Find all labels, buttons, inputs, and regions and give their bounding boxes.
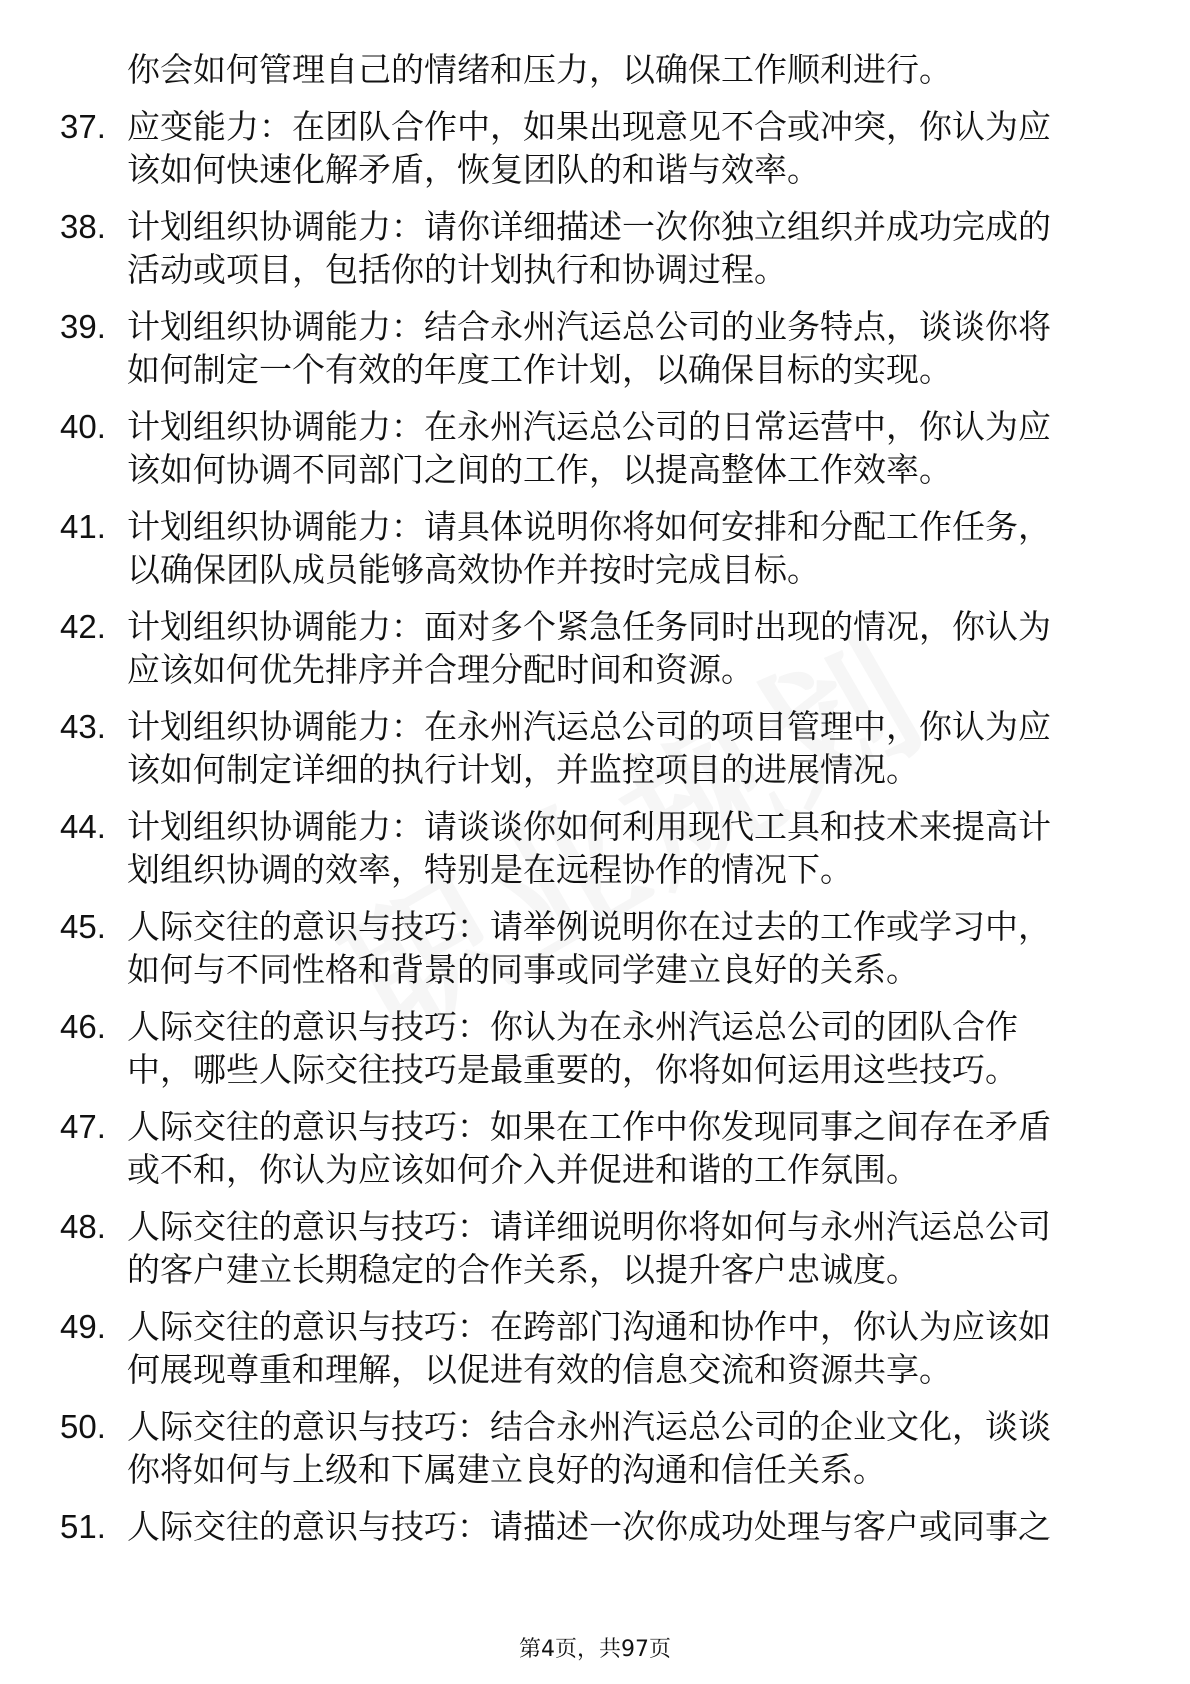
page-footer: 第4页，共97页 <box>519 1637 671 1662</box>
question-text-line: 应变能力：在团队合作中，如果出现意见不合或冲突，你认为应 <box>127 107 1051 146</box>
question-text-line: 计划组织协调能力：请你详细描述一次你独立组织并成功完成的 <box>127 207 1051 246</box>
question-text-line: 人际交往的意识与技巧：在跨部门沟通和协作中，你认为应该如 <box>127 1307 1051 1346</box>
question-number: 41. <box>60 508 106 545</box>
question-text-line: 如何与不同性格和背景的同事或同学建立良好的关系。 <box>127 950 919 989</box>
question-number: 49. <box>60 1308 106 1345</box>
question-text-line: 计划组织协调能力：在永州汽运总公司的项目管理中，你认为应 <box>127 707 1051 746</box>
question-text-line: 应该如何优先排序并合理分配时间和资源。 <box>127 650 754 689</box>
question-text-line: 该如何协调不同部门之间的工作，以提高整体工作效率。 <box>127 450 952 489</box>
question-number: 37. <box>60 108 106 145</box>
question-number: 46. <box>60 1008 106 1045</box>
question-text-line: 该如何快速化解矛盾，恢复团队的和谐与效率。 <box>127 150 820 189</box>
question-item <box>60 605 1120 691</box>
question-text-line: 人际交往的意识与技巧：请详细说明你将如何与永州汽运总公司 <box>127 1207 1051 1246</box>
question-number: 44. <box>60 808 106 845</box>
question-text-line: 人际交往的意识与技巧：请举例说明你在过去的工作或学习中， <box>127 907 1051 946</box>
question-number: 40. <box>60 408 106 445</box>
question-number: 51. <box>60 1508 106 1545</box>
question-number: 45. <box>60 908 106 945</box>
question-item <box>60 505 1120 591</box>
question-number: 47. <box>60 1108 106 1145</box>
question-text-line: 该如何制定详细的执行计划，并监控项目的进展情况。 <box>127 750 919 789</box>
question-number: 50. <box>60 1408 106 1445</box>
question-text-line: 人际交往的意识与技巧：如果在工作中你发现同事之间存在矛盾 <box>127 1107 1051 1146</box>
question-number: 38. <box>60 208 106 245</box>
question-text-line: 你将如何与上级和下属建立良好的沟通和信任关系。 <box>127 1450 886 1489</box>
question-number: 42. <box>60 608 106 645</box>
question-text-line: 计划组织协调能力：请谈谈你如何利用现代工具和技术来提高计 <box>127 807 1051 846</box>
question-text-line: 人际交往的意识与技巧：结合永州汽运总公司的企业文化，谈谈 <box>127 1407 1051 1446</box>
question-text-line: 人际交往的意识与技巧：请描述一次你成功处理与客户或同事之 <box>127 1507 1051 1546</box>
question-text-line: 计划组织协调能力：请具体说明你将如何安排和分配工作任务， <box>127 507 1051 546</box>
question-text-line: 如何制定一个有效的年度工作计划，以确保目标的实现。 <box>127 350 952 389</box>
question-text-line: 的客户建立长期稳定的合作关系，以提升客户忠诚度。 <box>127 1250 919 1289</box>
question-list <box>60 48 1120 1562</box>
question-item <box>60 105 1120 191</box>
continuation-line: 你会如何管理自己的情绪和压力，以确保工作顺利进行。 <box>127 50 952 89</box>
question-number: 39. <box>60 308 106 345</box>
question-item <box>60 1405 1120 1491</box>
question-item <box>60 805 1120 891</box>
question-item <box>60 205 1120 291</box>
question-text-line: 人际交往的意识与技巧：你认为在永州汽运总公司的团队合作 <box>127 1007 1018 1046</box>
question-item <box>60 1105 1120 1191</box>
question-item <box>60 1305 1120 1391</box>
question-item <box>60 705 1120 791</box>
question-text-line: 以确保团队成员能够高效协作并按时完成目标。 <box>127 550 820 589</box>
question-text-line: 中，哪些人际交往技巧是最重要的，你将如何运用这些技巧。 <box>127 1050 1018 1089</box>
question-text-line: 划组织协调的效率，特别是在远程协作的情况下。 <box>127 850 853 889</box>
question-text-line: 活动或项目，包括你的计划执行和协调过程。 <box>127 250 787 289</box>
question-item <box>60 1205 1120 1291</box>
question-number: 43. <box>60 708 106 745</box>
question-text-line: 计划组织协调能力：在永州汽运总公司的日常运营中，你认为应 <box>127 407 1051 446</box>
question-item <box>60 1505 1120 1548</box>
question-text-line: 或不和，你认为应该如何介入并促进和谐的工作氛围。 <box>127 1150 919 1189</box>
question-text-line: 计划组织协调能力：结合永州汽运总公司的业务特点，谈谈你将 <box>127 307 1051 346</box>
question-item <box>60 305 1120 391</box>
question-text-line: 何展现尊重和理解，以促进有效的信息交流和资源共享。 <box>127 1350 952 1389</box>
question-text-line: 计划组织协调能力：面对多个紧急任务同时出现的情况，你认为 <box>127 607 1051 646</box>
question-number: 48. <box>60 1208 106 1245</box>
question-item <box>60 1005 1120 1091</box>
question-item <box>60 905 1120 991</box>
question-item <box>60 405 1120 491</box>
